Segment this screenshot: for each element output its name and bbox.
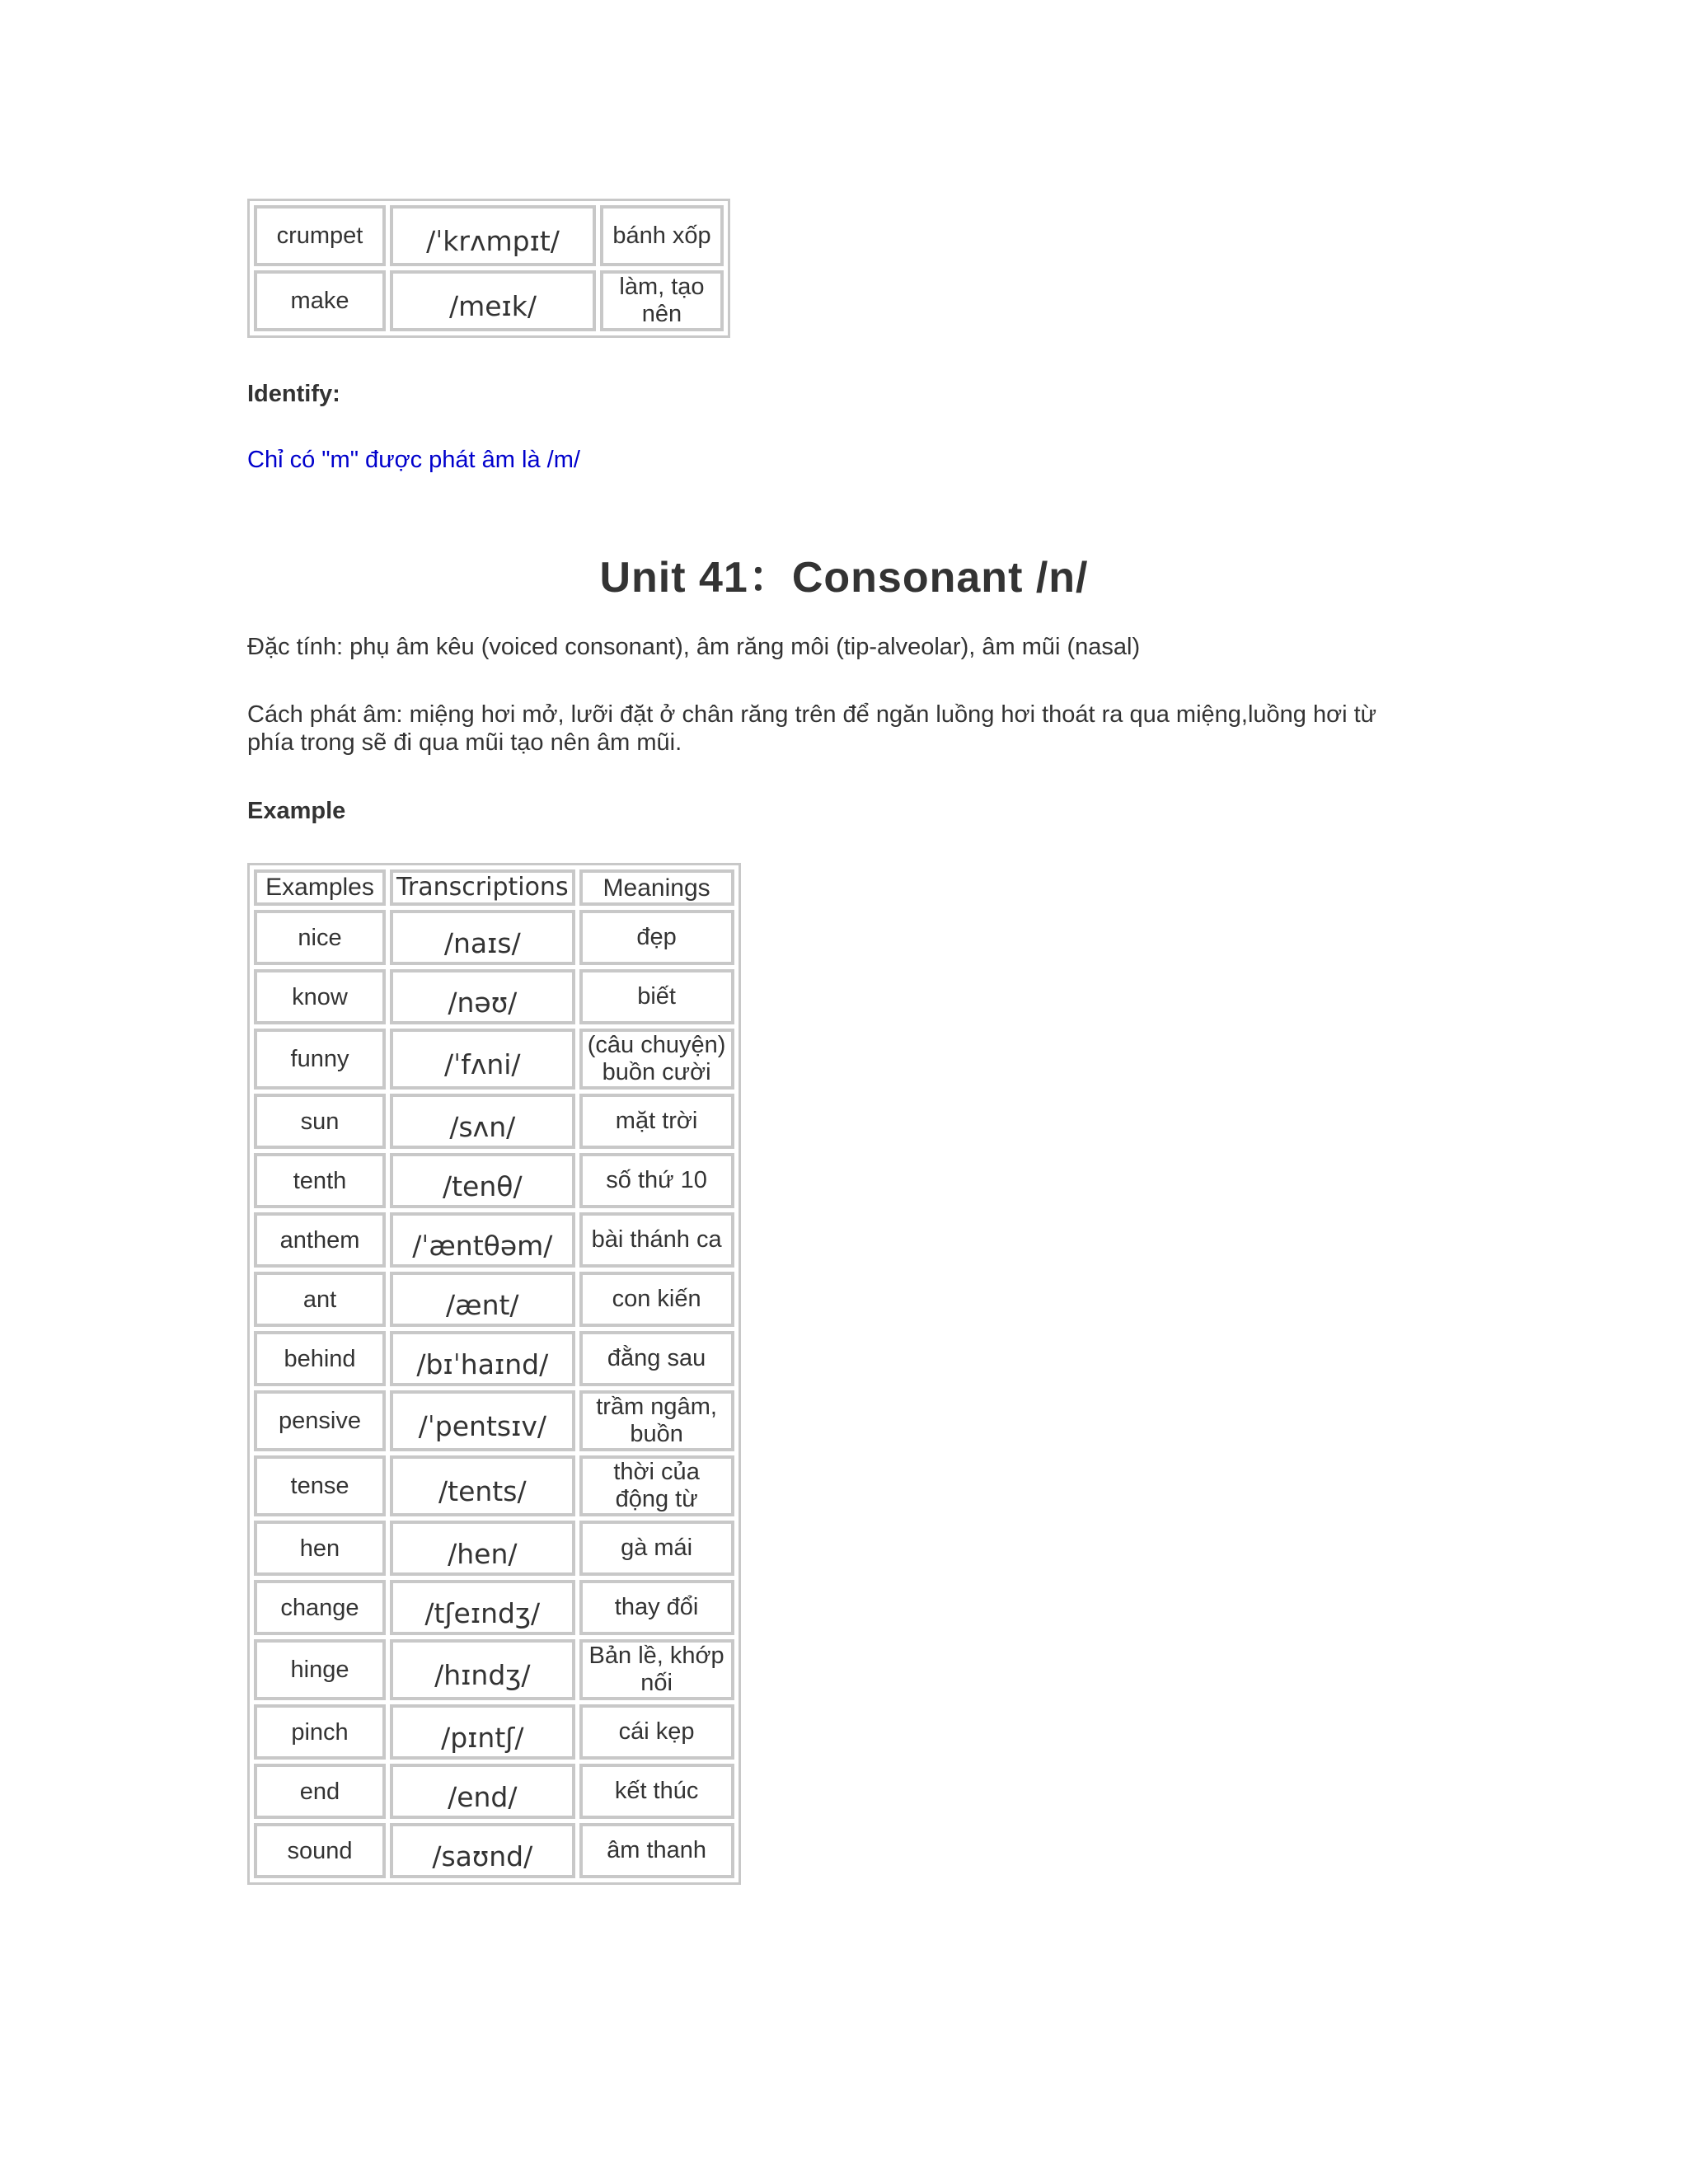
table-row	[254, 1212, 734, 1268]
table-row	[254, 1580, 734, 1635]
word-cell: behind	[254, 1331, 386, 1386]
table-row	[254, 205, 724, 266]
word-cell: tense	[254, 1455, 386, 1516]
transcription-cell: /nəʊ/	[390, 969, 575, 1024]
transcription-cell: /sʌn/	[390, 1094, 575, 1149]
properties-paragraph: Đặc tính: phụ âm kêu (voiced consonant), âm răng môi (tip-alveolar), âm mũi (nasal)	[247, 634, 1141, 660]
transcription-cell: /pɪntʃ/	[390, 1704, 575, 1760]
word-cell: hinge	[254, 1639, 386, 1700]
transcription-cell: /end/	[390, 1764, 575, 1819]
meaning-cell: (câu chuyện) buồn cười	[579, 1029, 734, 1090]
examples-table	[247, 863, 741, 1885]
word-cell: change	[254, 1580, 386, 1635]
meaning-cell: cái kẹp	[579, 1704, 734, 1760]
word-cell: anthem	[254, 1212, 386, 1268]
word-cell: funny	[254, 1029, 386, 1090]
header-transcriptions: Transcriptions	[390, 869, 575, 906]
transcription-cell: /tenθ/	[390, 1153, 575, 1208]
word-cell: pensive	[254, 1390, 386, 1451]
meaning-cell: đẹp	[579, 910, 734, 965]
pronunciation-paragraph: Cách phát âm: miệng hơi mở, lưỡi đặt ở chân răng trên để ngăn luồng hơi thoát ra qua miệng,luồng hơi từ phía trong sẽ đi qua mũi tạo nên âm mũi.	[247, 701, 1377, 756]
transcription-cell: /hen/	[390, 1521, 575, 1576]
transcription-cell: /ˈfʌni/	[390, 1029, 575, 1090]
transcription-cell: /ˈæntθəm/	[390, 1212, 575, 1268]
transcription-cell: /ænt/	[390, 1272, 575, 1327]
meaning-cell: gà mái	[579, 1521, 734, 1576]
meaning-cell: Bản lề, khớp nối	[579, 1639, 734, 1700]
transcription-cell: /ˈkrʌmpɪt/	[390, 205, 596, 266]
table-row	[254, 1764, 734, 1819]
vocab-table-continued	[247, 199, 730, 338]
transcription-cell: /naɪs/	[390, 910, 575, 965]
table-row	[254, 1029, 734, 1090]
word-cell: make	[254, 270, 386, 331]
word-cell: sun	[254, 1094, 386, 1149]
table-header-row	[254, 869, 734, 906]
meaning-cell: thay đổi	[579, 1580, 734, 1635]
meaning-cell: mặt trời	[579, 1094, 734, 1149]
meaning-cell: đằng sau	[579, 1331, 734, 1386]
word-cell: crumpet	[254, 205, 386, 266]
table-row	[254, 270, 724, 331]
table-row	[254, 1823, 734, 1878]
meaning-cell: số thứ 10	[579, 1153, 734, 1208]
transcription-cell: /meɪk/	[390, 270, 596, 331]
word-cell: nice	[254, 910, 386, 965]
table-row	[254, 1704, 734, 1760]
meaning-cell: biết	[579, 969, 734, 1024]
example-heading: Example	[247, 798, 346, 824]
word-cell: pinch	[254, 1704, 386, 1760]
word-cell: hen	[254, 1521, 386, 1576]
transcription-cell: /saʊnd/	[390, 1823, 575, 1878]
identify-heading: Identify:	[247, 381, 340, 407]
table-row	[254, 910, 734, 965]
header-meanings: Meanings	[579, 869, 734, 906]
table-row	[254, 969, 734, 1024]
word-cell: ant	[254, 1272, 386, 1327]
table-row	[254, 1521, 734, 1576]
table-row	[254, 1153, 734, 1208]
meaning-cell: bài thánh ca	[579, 1212, 734, 1268]
word-cell: tenth	[254, 1153, 386, 1208]
header-examples: Examples	[254, 869, 386, 906]
transcription-cell: /hɪndʒ/	[390, 1639, 575, 1700]
word-cell: end	[254, 1764, 386, 1819]
table-row	[254, 1390, 734, 1451]
word-cell: sound	[254, 1823, 386, 1878]
table-row	[254, 1639, 734, 1700]
identify-text: Chỉ có "m" được phát âm là /m/	[247, 447, 580, 473]
meaning-cell: làm, tạo nên	[600, 270, 724, 331]
meaning-cell: trầm ngâm, buồn	[579, 1390, 734, 1451]
meaning-cell: thời của động từ	[579, 1455, 734, 1516]
transcription-cell: /tʃeɪndʒ/	[390, 1580, 575, 1635]
table-row	[254, 1331, 734, 1386]
meaning-cell: con kiến	[579, 1272, 734, 1327]
transcription-cell: /bɪˈhaɪnd/	[390, 1331, 575, 1386]
table-row	[254, 1455, 734, 1516]
meaning-cell: âm thanh	[579, 1823, 734, 1878]
table-row	[254, 1272, 734, 1327]
unit-title: Unit 41：Consonant /n/	[599, 554, 1089, 602]
transcription-cell: /ˈpentsɪv/	[390, 1390, 575, 1451]
transcription-cell: /tents/	[390, 1455, 575, 1516]
word-cell: know	[254, 969, 386, 1024]
table-row	[254, 1094, 734, 1149]
meaning-cell: kết thúc	[579, 1764, 734, 1819]
meaning-cell: bánh xốp	[600, 205, 724, 266]
